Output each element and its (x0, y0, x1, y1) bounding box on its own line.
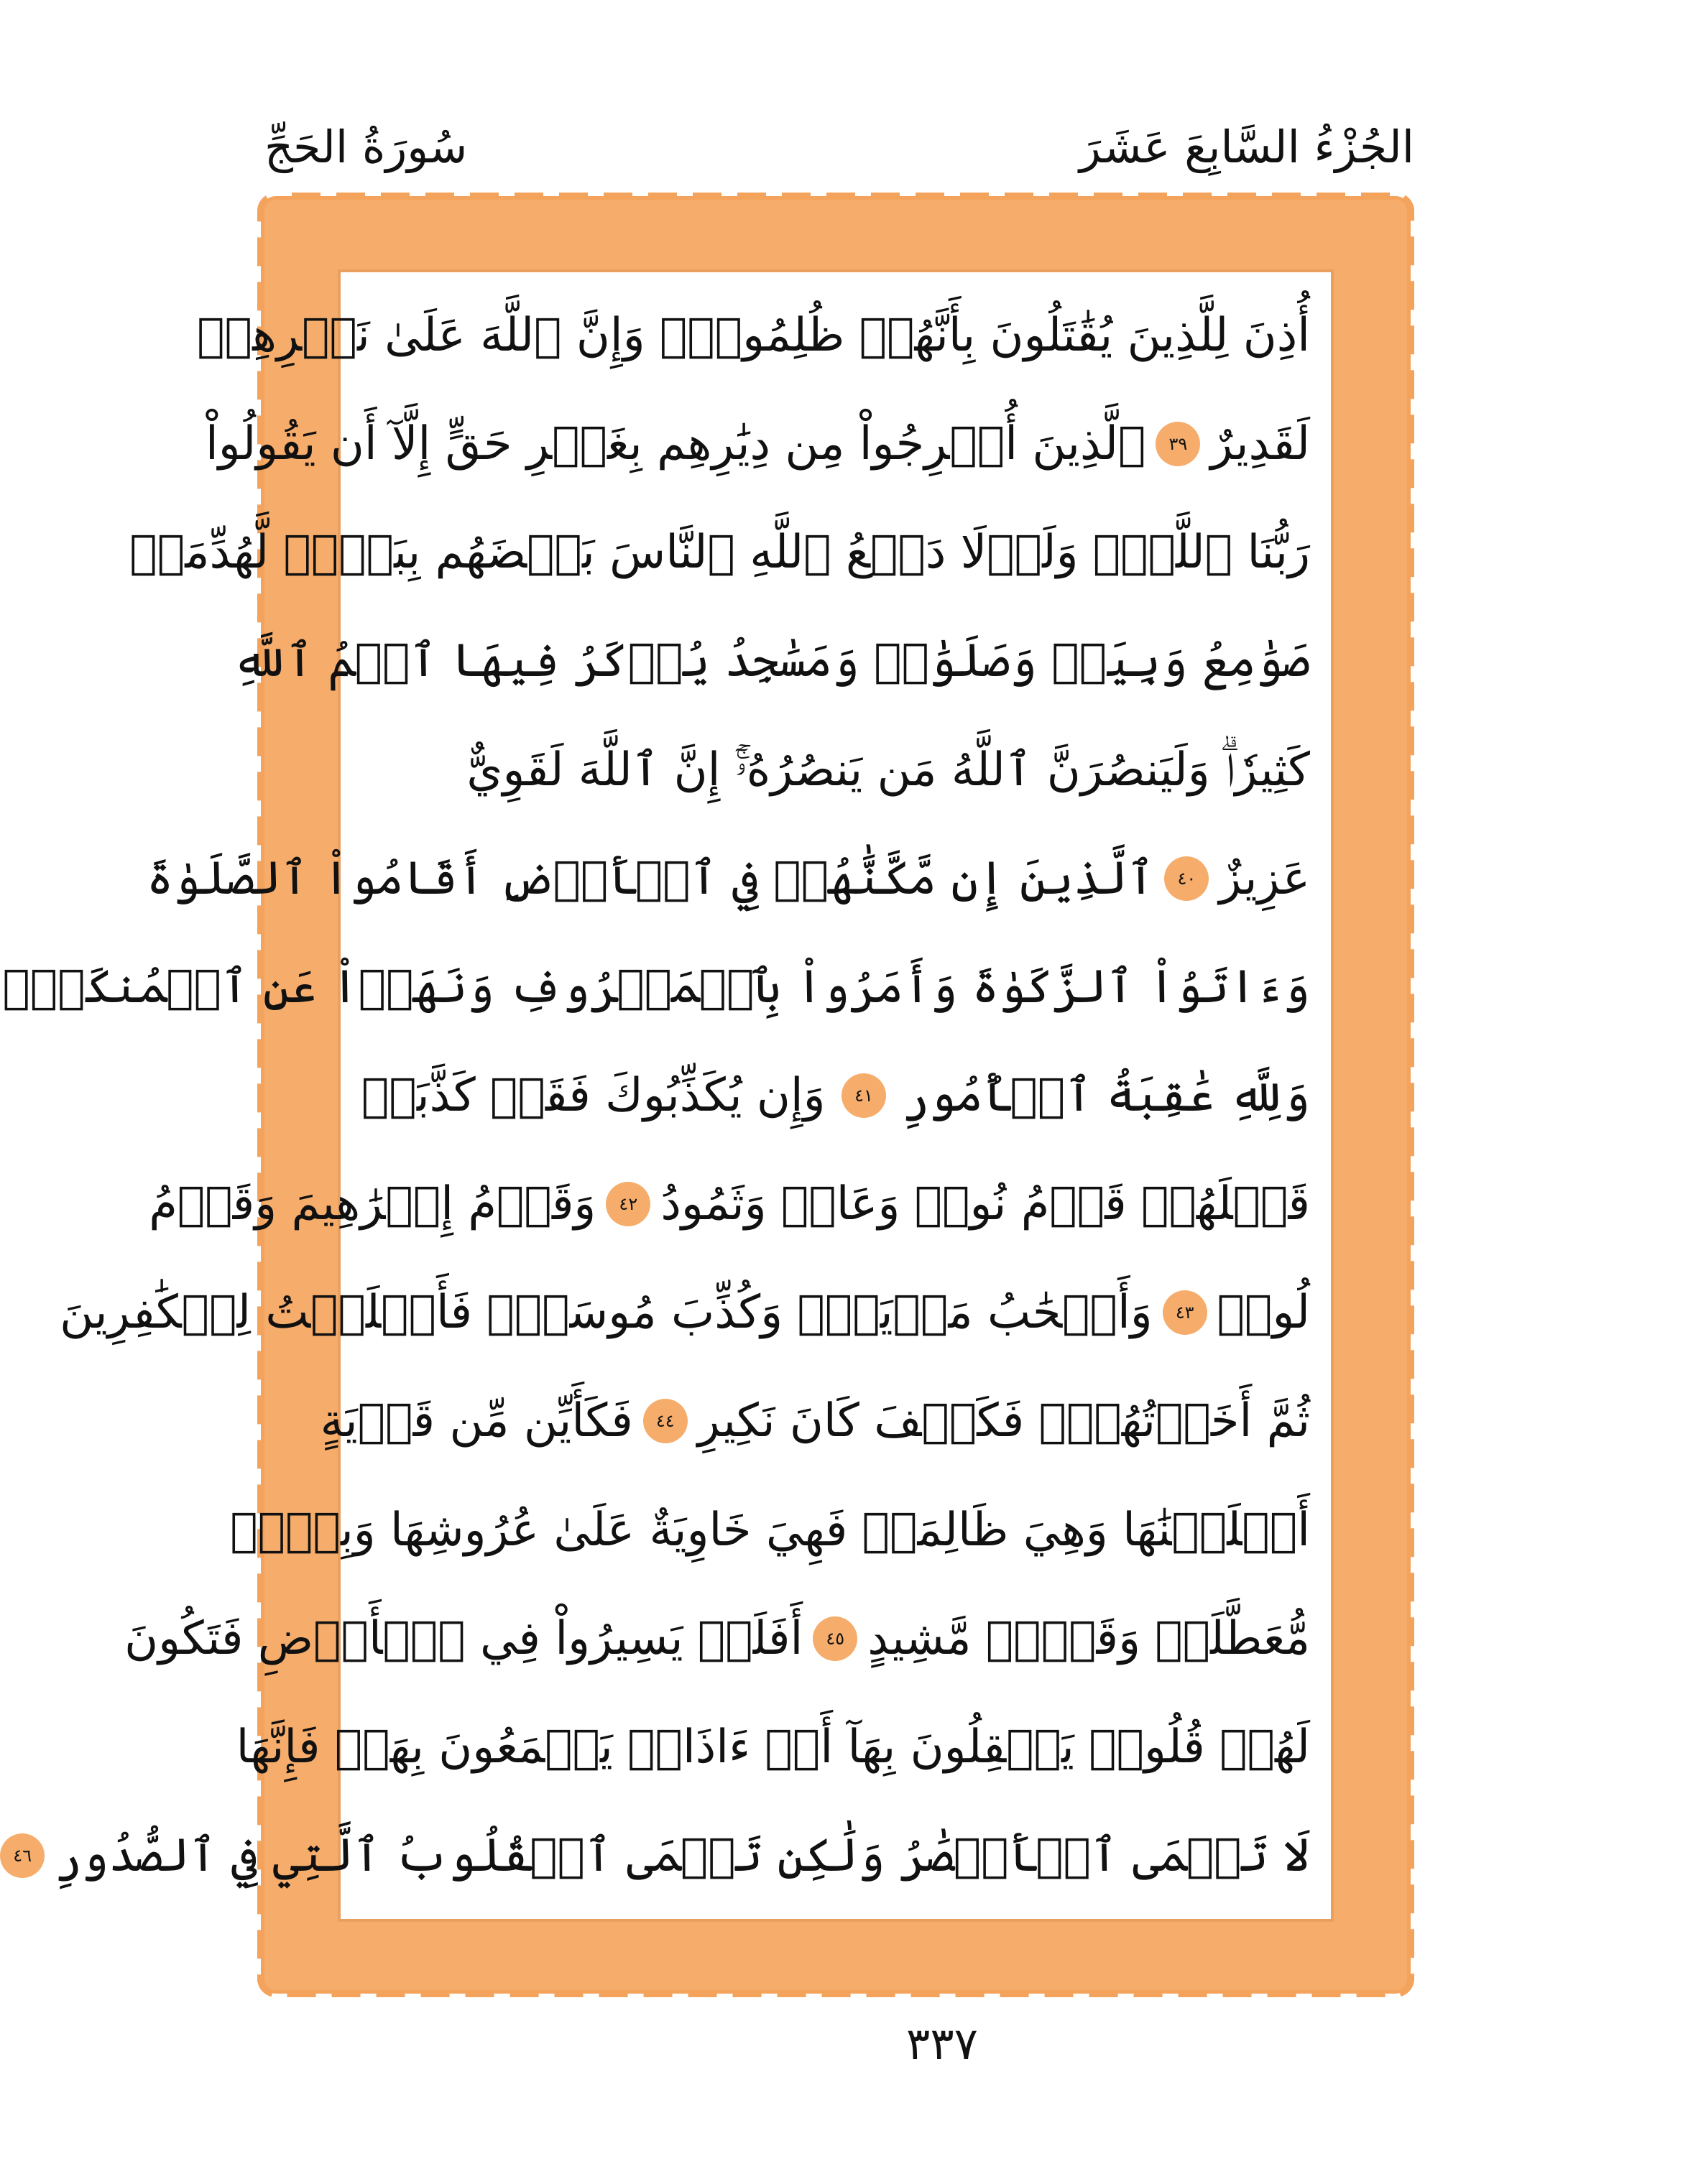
line-text-before: لَا تَعۡمَى ٱلۡأَبۡصَٰرُ وَلَٰكِن تَعۡمَى ٱلۡقُلُوبُ ٱلَّتِي فِي ٱلصُّدُورِ (55, 1828, 1310, 1882)
text-line-4 (232, 616, 1310, 705)
line-text: وَءَاتَوُاْ ٱلزَّكَوٰةَ وَأَمَرُواْ بِٱلۡمَعۡرُوفِ وَنَهَوۡاْ عَنِ ٱلۡمُنكَرِۗ (2, 960, 1310, 1014)
ayah-marker-41: ٤١ (842, 1073, 886, 1118)
line-text-after: وَإِن يُكَذِّبُوكَ فَقَدۡ كَذَّبَتۡ (361, 1068, 826, 1122)
text-line-11 (320, 1376, 1310, 1466)
juz-title: الجُزْءُ السَّابِعَ عَشَرَ (1079, 121, 1414, 173)
line-text-after: ٱلَّذِينَ إِن مَّكَّنَّٰهُمۡ فِي ٱلۡأَرۡضِ أَقَامُواْ ٱلصَّلَوٰةَ (146, 851, 1155, 905)
line-text-before: ثُمَّ أَخَذۡتُهُمۡۖ فَكَيۡفَ كَانَ نَكِيرِ (697, 1394, 1310, 1448)
line-text: كَثِيرٗاۗ وَلَيَنصُرَنَّ ٱللَّهُ مَن يَنصُرُهُۥٓۚ إِنَّ ٱللَّهَ لَقَوِيٌّ (466, 743, 1310, 797)
text-line-6 (146, 834, 1310, 923)
text-line-9 (149, 1160, 1310, 1249)
line-text: صَوَٰمِعُ وَبِيَعٞ وَصَلَوَٰتٞ وَمَسَٰجِدُ يُذۡكَرُ فِيهَا ٱسۡمُ ٱللَّهِ (232, 634, 1310, 688)
line-text-before: قَبۡلَهُمۡ قَوۡمُ نُوحٖ وَعَادٞ وَثَمُودُ (660, 1177, 1310, 1231)
line-text-after: ٱلَّذِينَ أُخۡرِجُواْ مِن دِيَٰرِهِم بِغَيۡرِ حَقٍّ إِلَّآ أَن يَقُولُواْ (205, 417, 1146, 471)
line-text: أُذِنَ لِلَّذِينَ يُقَٰتَلُونَ بِأَنَّهُمۡ ظُلِمُواْۚ وَإِنَّ ٱللَّهَ عَلَىٰ نَصۡرِهِمۡ (197, 309, 1310, 362)
text-line-12 (230, 1486, 1310, 1575)
line-text-before: عَزِيزٌ (1219, 851, 1310, 905)
text-line-10 (60, 1268, 1310, 1357)
ayah-marker-40: ٤٠ (1164, 856, 1209, 901)
line-text-after: وَقَوۡمُ إِبۡرَٰهِيمَ وَقَوۡمُ (149, 1177, 596, 1231)
line-text: رَبُّنَا ٱللَّهُۗ وَلَوۡلَا دَفۡعُ ٱللَّهِ ٱلنَّاسَ بَعۡضَهُم بِبَعۡضٖ لَّهُدِّمَتۡ (129, 526, 1310, 580)
line-text-after: أَفَلَمۡ يَسِيرُواْ فِي ٱلۡأَرۡضِ فَتَكُونَ (124, 1611, 803, 1665)
surah-title: سُورَةُ الحَجِّ (264, 121, 468, 173)
ayah-marker-39: ٣٩ (1156, 422, 1200, 466)
line-text: أَهۡلَكۡنَٰهَا وَهِيَ ظَالِمَةٞ فَهِيَ خَاوِيَةٌ عَلَىٰ عُرُوشِهَا وَبِئۡرٖ (230, 1503, 1310, 1557)
line-text-before: وَلِلَّهِ عَٰقِبَةُ ٱلۡأُمُورِ (902, 1068, 1310, 1122)
text-line-3 (129, 508, 1310, 597)
text-line-13 (124, 1594, 1310, 1683)
line-text-after: وَأَصۡحَٰبُ مَدۡيَنَۖ وَكُذِّبَ مُوسَىٰۖ فَأَمۡلَيۡتُ لِلۡكَٰفِرِينَ (60, 1286, 1153, 1340)
line-text-before: لُوطٖ (1217, 1286, 1310, 1340)
ayah-marker-45: ٤٥ (813, 1616, 857, 1661)
text-line-14 (236, 1703, 1310, 1792)
page-number: ٣٣٧ (906, 2017, 978, 2070)
text-line-7 (2, 943, 1310, 1032)
page-header (264, 108, 1414, 187)
line-text: لَهُمۡ قُلُوبٞ يَعۡقِلُونَ بِهَآ أَوۡ ءَاذَانٞ يَسۡمَعُونَ بِهَاۖ فَإِنَّهَا (236, 1720, 1310, 1774)
text-line-2 (205, 399, 1310, 489)
ayah-marker-44: ٤٤ (643, 1399, 688, 1443)
text-line-5 (361, 726, 1310, 815)
ayah-marker-43: ٤٣ (1163, 1290, 1207, 1335)
text-line-1 (197, 291, 1310, 380)
ayah-marker-46: ٤٦ (0, 1833, 45, 1878)
line-text-after: فَكَأَيِّن مِّن قَرۡيَةٍ (320, 1394, 633, 1448)
quran-text-block (2, 291, 1310, 1900)
ayah-marker-42: ٤٢ (606, 1182, 650, 1226)
line-text-before: لَقَدِيرٌ (1210, 417, 1310, 471)
text-line-8 (361, 1051, 1310, 1140)
line-text-before: مُّعَطَّلَةٖ وَقَصۡرٖ مَّشِيدٍ (867, 1611, 1310, 1665)
text-line-15 (13, 1811, 1310, 1900)
